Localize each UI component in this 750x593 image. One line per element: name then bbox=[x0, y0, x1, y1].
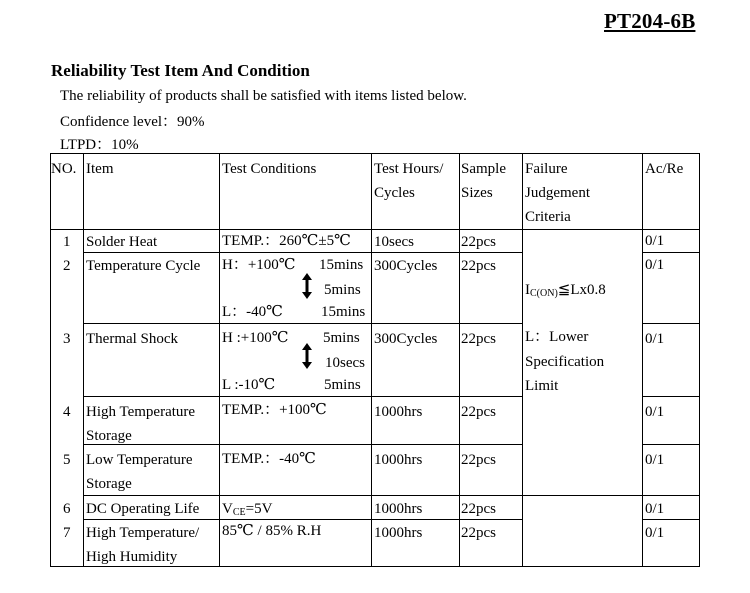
row3-no: 3 bbox=[63, 331, 71, 347]
row3-cond-high: H :+100℃ bbox=[222, 330, 289, 346]
row4-conditions: TEMP.：+100℃ bbox=[222, 402, 327, 418]
row1-sample: 22pcs bbox=[461, 234, 496, 250]
row3-acre: 0/1 bbox=[645, 331, 665, 347]
row2-cond-dwell: 5mins bbox=[324, 282, 361, 298]
updown-arrow-icon bbox=[301, 343, 313, 373]
row3-item: Thermal Shock bbox=[86, 331, 179, 347]
row1-item: Solder Heat bbox=[86, 234, 158, 250]
row4-sample: 22pcs bbox=[461, 404, 496, 420]
header-sample: Sample bbox=[461, 161, 506, 177]
row5-no: 5 bbox=[63, 452, 71, 468]
row7-item-line2: High Humidity bbox=[86, 549, 178, 565]
row1-conditions: TEMP.：260℃±5℃ bbox=[222, 233, 351, 249]
row3-sample: 22pcs bbox=[461, 331, 496, 347]
row4-hours: 1000hrs bbox=[374, 404, 423, 420]
header-sizes: Sizes bbox=[461, 185, 493, 201]
row1-hours: 10secs bbox=[374, 234, 414, 250]
row5-item-line1: Low Temperature bbox=[86, 452, 193, 468]
criteria-formula: $I_{C(ON)}≦Lx0.8$ bbox=[525, 282, 606, 299]
row6-hours: 1000hrs bbox=[374, 501, 423, 517]
row4-no: 4 bbox=[63, 404, 71, 420]
row7-hours: 1000hrs bbox=[374, 525, 423, 541]
row6-no: 6 bbox=[63, 501, 71, 517]
row6-acre: 0/1 bbox=[645, 501, 665, 517]
row2-cond-high: H：+100℃ bbox=[222, 257, 296, 273]
row7-conditions: 85℃ / 85% R.H bbox=[222, 523, 322, 539]
row2-item: Temperature Cycle bbox=[86, 258, 201, 274]
row5-sample: 22pcs bbox=[461, 452, 496, 468]
header-test-conditions: Test Conditions bbox=[222, 161, 317, 177]
intro-line-confidence: Confidence level：90% bbox=[60, 114, 205, 130]
header-item: Item bbox=[86, 161, 114, 177]
row5-hours: 1000hrs bbox=[374, 452, 423, 468]
row2-hours: 300Cycles bbox=[374, 258, 438, 274]
row7-no: 7 bbox=[63, 525, 71, 541]
criteria-note-line2: Specification bbox=[525, 354, 605, 370]
row6-sample: 22pcs bbox=[461, 501, 496, 517]
document-id: PT204-6B bbox=[604, 9, 696, 33]
row3-cond-transfer: 10secs bbox=[325, 355, 365, 371]
row5-acre: 0/1 bbox=[645, 452, 665, 468]
row7-sample: 22pcs bbox=[461, 525, 496, 541]
criteria-note-line3: Limit bbox=[525, 378, 559, 394]
row4-acre: 0/1 bbox=[645, 404, 665, 420]
header-test-cycles: Cycles bbox=[374, 185, 415, 201]
header-criteria: Criteria bbox=[525, 209, 571, 225]
row3-hours: 300Cycles bbox=[374, 331, 438, 347]
row5-item-line2: Storage bbox=[86, 476, 132, 492]
header-judgement: Judgement bbox=[525, 185, 590, 201]
row2-no: 2 bbox=[63, 258, 71, 274]
row1-acre: 0/1 bbox=[645, 233, 665, 249]
intro-line-reliability: The reliability of products shall be satisfied with items listed below. bbox=[60, 88, 467, 104]
row2-sample: 22pcs bbox=[461, 258, 496, 274]
row6-conditions: $V_{CE}=5V$ bbox=[222, 501, 273, 518]
updown-arrow-icon bbox=[301, 273, 313, 303]
row3-cond-high-time: 5mins bbox=[323, 330, 360, 346]
row1-no: 1 bbox=[63, 234, 71, 250]
row2-cond-high-time: 15mins bbox=[319, 257, 364, 273]
row3-cond-low: L :-10℃ bbox=[222, 377, 276, 393]
row5-conditions: TEMP.：-40℃ bbox=[222, 451, 316, 467]
section-title: Reliability Test Item And Condition bbox=[51, 61, 310, 80]
row7-item-line1: High Temperature/ bbox=[86, 525, 200, 541]
intro-line-ltpd: LTPD：10% bbox=[60, 137, 139, 153]
header-acre: Ac/Re bbox=[645, 161, 684, 177]
row2-cond-low-time: 15mins bbox=[321, 304, 366, 320]
row2-cond-low: L：-40℃ bbox=[222, 304, 283, 320]
criteria-note-line1: L：Lower bbox=[525, 329, 589, 345]
row6-item: DC Operating Life bbox=[86, 501, 200, 517]
row3-cond-low-time: 5mins bbox=[324, 377, 361, 393]
row4-item-line1: High Temperature bbox=[86, 404, 196, 420]
row7-acre: 0/1 bbox=[645, 525, 665, 541]
row4-item-line2: Storage bbox=[86, 428, 132, 444]
row2-acre: 0/1 bbox=[645, 257, 665, 273]
header-failure: Failure bbox=[525, 161, 568, 177]
header-test-hours: Test Hours/ bbox=[374, 161, 444, 177]
header-no: NO. bbox=[51, 161, 77, 177]
